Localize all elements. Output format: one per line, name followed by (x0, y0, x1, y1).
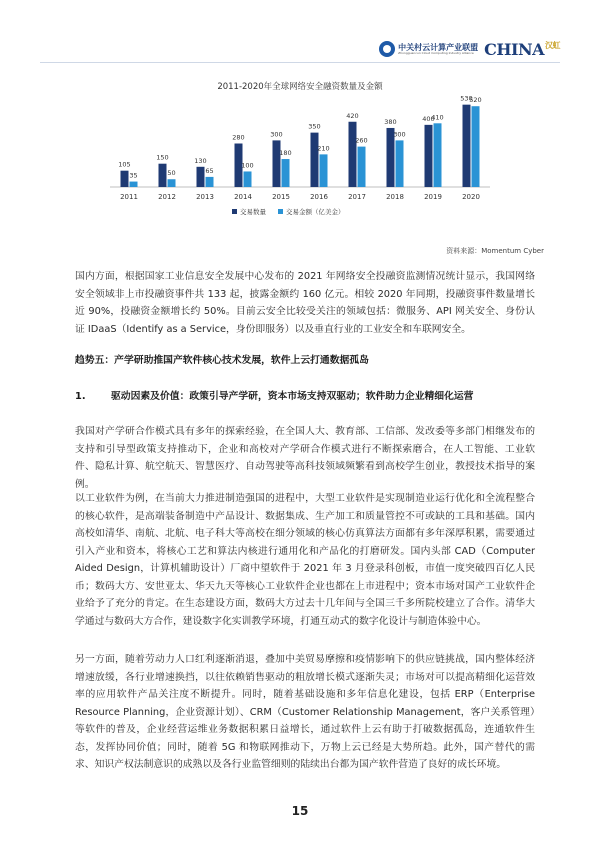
data-label-deals-2013: 130 (194, 156, 207, 165)
legend-label-amount: 交易金额（亿美金） (286, 208, 345, 216)
bar-amount-2019 (434, 123, 442, 187)
legend-label-deals: 交易数量 (240, 208, 266, 216)
data-label-amount-2019: 410 (431, 113, 444, 122)
section-1-heading (75, 388, 535, 402)
bar-amount-2020 (472, 106, 480, 187)
bar-amount-2017 (358, 147, 366, 187)
chart-source: 资料来源：Momentum Cyber (446, 247, 544, 255)
page-number: 15 (291, 804, 309, 818)
paragraph-domestic-financing: 国内方面，根据国家工业信息安全发展中心发布的 2021 年网络安全投融资监测情况统计显示，我国网络安全领域非上市投融资事件共 133 起，披露金额约 160 亿元。相较 2020 年同期，投融资事件数量增长近 90%，投融资金额增长约 50%。目前云安全比较受关注的领域包括：微服务、API 网关安全、身份认证 IDaaS（Identify as a Service，身份即服务）以及垂直行业的工业安全和车联网安全。 (75, 271, 535, 335)
data-label-deals-2012: 150 (156, 153, 169, 162)
china-logo-sub: 汉虹 (545, 39, 560, 50)
bar-amount-2013 (206, 177, 214, 187)
legend-swatch-amount (278, 209, 283, 214)
financing-bar-chart (0, 0, 600, 240)
legend-swatch-deals (232, 209, 237, 214)
bar-deals-2012 (159, 164, 167, 187)
data-label-deals-2015: 300 (270, 130, 283, 139)
data-label-deals-2017: 420 (346, 111, 359, 120)
section-1-number: 1. (75, 391, 86, 402)
data-label-deals-2014: 280 (232, 133, 245, 142)
china-logo-main: CHINA (484, 39, 544, 59)
data-label-deals-2011: 105 (118, 160, 131, 169)
data-label-deals-2018: 380 (384, 117, 397, 126)
data-label-amount-2013: 65 (205, 166, 214, 175)
data-label-amount-2012: 50 (167, 169, 176, 178)
x-tick-label-2013: 2013 (196, 193, 214, 201)
chart-title: 2011-2020年全球网络安全融资数量及金额 (217, 82, 383, 92)
bar-amount-2011 (130, 182, 138, 187)
x-tick-label-2014: 2014 (234, 193, 252, 201)
bar-amount-2015 (282, 159, 290, 187)
bar-deals-2011 (121, 171, 129, 187)
x-tick-label-2015: 2015 (272, 193, 290, 201)
data-label-deals-2016: 350 (308, 122, 321, 131)
alliance-logo-cn: 中关村云计算产业联盟 (398, 42, 479, 52)
bar-deals-2019 (425, 125, 433, 187)
alliance-logo-en: Zhongguancun Cloud Computing Industry Alliance (398, 50, 474, 55)
bar-deals-2013 (197, 167, 205, 187)
paragraph-cloud-software: 另一方面，随着劳动力人口红利逐渐消退，叠加中美贸易摩擦和疫情影响下的供应链挑战，国内整体经济增速放缓，各行业增速换挡，以往依赖销售驱动的粗放增长模式逐渐失灵；市场对可以提高精细化运营效率的应用软件产品关注度不断提升。同时，随着基础设施和多年信息化建设，包括 ERP（Enterprise Resource Planning，企业资源计划）、CRM（Customer Relationship Management，客户关系管理）等软件的普及，企业经营运维业务数据积累日益增长，通过软件上云有助于打破数据孤岛，连通软件生态，发挥协同价值；同时，随着 5G 和物联网推动下，万物上云已经是大势所趋。此外，国产替代的需求、知识产权法制意识的成熟以及各行业监管细则的陆续出台都为国产软件营造了良好的成长环境。 (75, 654, 535, 770)
bar-amount-2018 (396, 140, 404, 187)
x-tick-label-2012: 2012 (158, 193, 176, 201)
data-label-amount-2017: 260 (355, 136, 368, 145)
x-tick-label-2011: 2011 (120, 193, 138, 201)
data-label-amount-2014: 100 (241, 161, 254, 170)
data-label-amount-2015: 180 (279, 149, 292, 158)
x-tick-label-2018: 2018 (386, 193, 404, 201)
data-label-amount-2011: 35 (129, 171, 138, 180)
x-tick-label-2017: 2017 (348, 193, 366, 201)
x-tick-label-2016: 2016 (310, 193, 328, 201)
bar-deals-2015 (273, 140, 281, 187)
data-label-amount-2020: 520 (469, 96, 482, 105)
x-tick-label-2019: 2019 (424, 193, 442, 201)
data-label-deals-2020: 530 (460, 94, 473, 103)
x-tick-label-2020: 2020 (462, 193, 480, 201)
data-label-amount-2018: 300 (393, 130, 406, 139)
data-label-deals-2019: 400 (422, 114, 435, 123)
data-label-amount-2016: 210 (317, 144, 330, 153)
section-1-title: 驱动因素及价值：政策引导产学研，资本市场支持双驱动；软件助力企业精细化运营 (111, 391, 474, 402)
bar-amount-2016 (320, 154, 328, 187)
bar-amount-2014 (244, 171, 252, 187)
bar-deals-2017 (349, 122, 357, 187)
trend-five-heading: 趋势五：产学研助推国产软件核心技术发展，软件上云打通数据孤岛 (75, 355, 369, 366)
paragraph-industry-academia: 我国对产学研合作模式具有多年的探索经验，在全国人大、教育部、工信部、发改委等多部门相继发布的支持和引导型政策支持推动下，企业和高校对产学研合作模式进行不断探索磨合，在人工智能、工业软件、隐私计算、航空航天、智慧医疗、自动驾驶等高科技领域频繁看到高校学生创业，教授技术指导的案例。 (75, 426, 535, 490)
paragraph-industrial-software: 以工业软件为例，在当前大力推进制造强国的进程中，大型工业软件是实现制造业运行优化和全流程整合的核心软件，是高端装备制造中产品设计、数据集成、生产加工和质量管控不可或缺的工具和基础。国内高校如清华、南航、北航、电子科大等高校在细分领域的核心仿真算法方面都有多年深厚积累，需要通过引入产业和资本，将核心工艺和算法内核进行通用化和产品化的打磨研发。国内头部 CAD（Computer Aided Design，计算机辅助设计）厂商中望软件于 2021 年 3 月登录科创板，市值一度突破四百亿人民币；数码大方、安世亚太、华天九天等核心工业软件企业也都在上市进程中；资本市场对国产工业软件企业给予了充分的肯定。在生态建设方面，数码大方过去十几年间与全国三千多所院校建立了合作。清华大学通过与数码大方合作，建设数字化实训教学环境，打通互动式的数字化设计与制造体验中心。 (75, 493, 535, 627)
bar-deals-2016 (311, 133, 319, 187)
bar-deals-2020 (463, 105, 471, 187)
bar-amount-2012 (168, 179, 176, 187)
